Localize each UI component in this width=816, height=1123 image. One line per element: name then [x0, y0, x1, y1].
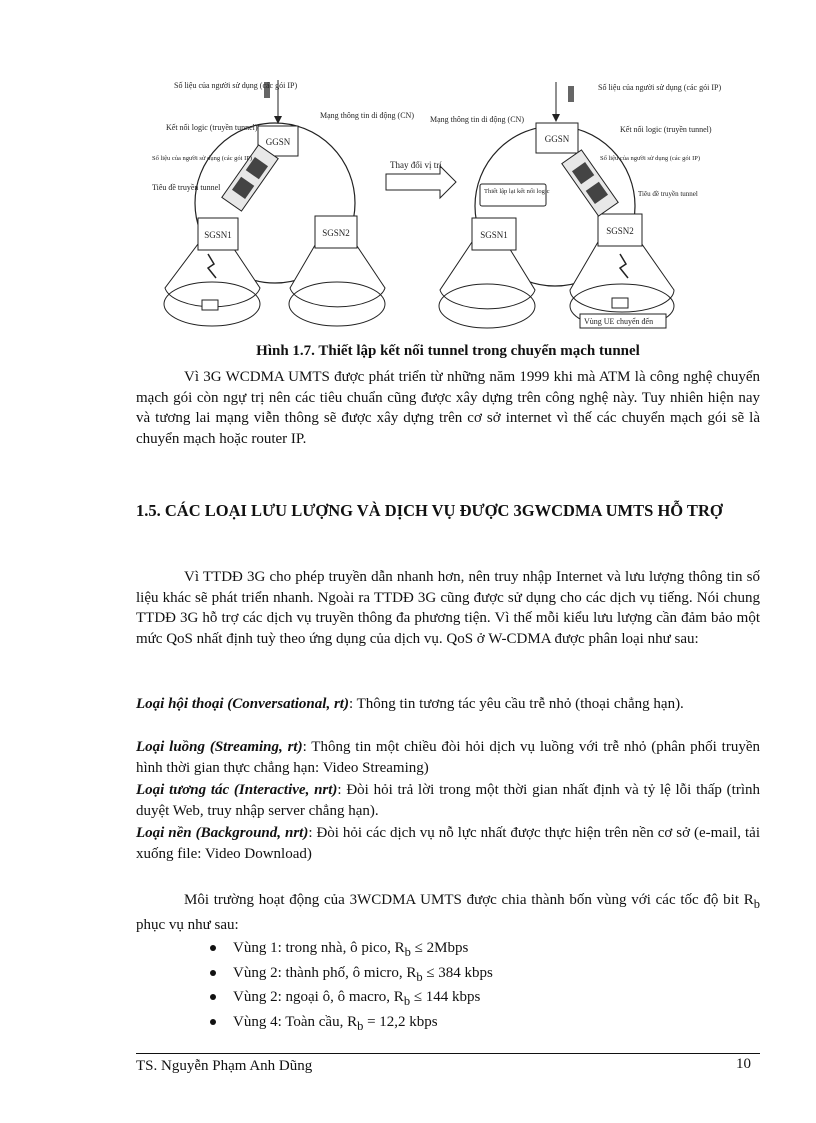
qos-desc: : Đòi hỏi các dịch vụ nỗ lực nhất được thực hiện trên nền cơ sở (e-mail, tải xuống file: Video Download)	[136, 825, 760, 862]
paragraph-qos-intro	[136, 567, 760, 649]
right-ggsn-label: GGSN	[544, 134, 570, 144]
right-diagram	[430, 82, 721, 328]
left-data-note: Số liệu của người sử dụng (các gói IP)	[174, 81, 298, 90]
bullet-icon	[210, 994, 216, 1000]
paragraph-zones-text-a: Môi trường hoạt động của 3WCDMA UMTS được chia thành bốn vùng với các tốc độ bit R	[184, 892, 754, 908]
bullet-icon	[210, 970, 216, 976]
right-ue-icon	[612, 298, 628, 308]
page-number: 10	[736, 1056, 751, 1072]
tunnel-diagram-svg	[150, 78, 722, 340]
list-item: Vùng 1: trong nhà, ô pico, $R_b$ ≤ 2Mbps	[208, 936, 768, 961]
qos-desc: : Thông tin tương tác yêu cầu trễ nhỏ (thoại chẳng hạn).	[348, 696, 684, 712]
paragraph-zones-text-b: phục vụ như sau:	[136, 916, 239, 933]
right-sgsn1-label: SGSN1	[480, 230, 508, 240]
arrow-label: Thay đổi vị trí	[390, 160, 442, 170]
section-heading: 1.5. CÁC LOẠI LƯU LƯỢNG VÀ DỊCH VỤ ĐƯỢC 3GWCDMA UMTS HỖ TRỢ	[136, 501, 723, 520]
list-item: Vùng 4: Toàn cầu, $R_b = 12,2$ kbps	[208, 1010, 768, 1035]
qos-desc: : Đòi hỏi trả lời trong một thời gian nhất định và tỷ lệ lỗi thấp (trình duyệt Web, truy nhập server chẳng hạn).	[136, 782, 760, 819]
left-network-label: Mạng thông tin di động (CN)	[320, 111, 414, 120]
qos-term: Loại luồng (Streaming, rt)	[136, 739, 303, 755]
left-diagram	[152, 80, 414, 326]
zone-list	[208, 936, 768, 1034]
right-data-note: Số liệu của người sử dụng (các gói IP)	[598, 83, 722, 92]
right-tunnel-logic: Kết nối logic (truyền tunnel)	[620, 125, 712, 134]
left-user-data: Số liệu của người sử dụng (các gói IP)	[152, 155, 253, 162]
list-item: Vùng 2: thành phố, ô micro, $R_b \le 384$ kbps	[208, 961, 768, 986]
right-network-label: Mạng thông tin di động (CN)	[430, 115, 524, 124]
paragraph-qos-intro-text: Vì TTDĐ 3G cho phép truyền dẫn nhanh hơn, nên truy nhập Internet và lưu lượng thông tin số liệu khác sẽ phát triển nhanh. Ngoài ra TTDĐ 3G cũng được sử dụng cho các dịch vụ tiếng. Nói chung TTDĐ 3G hỗ trợ các dịch vụ truyền thông đa phương tiện. Vì thế mỗi kiểu lưu lượng cần đảm bảo một mức QoS nhất định tuỳ theo ứng dụng của dịch vụ. QoS ở W-CDMA được phân loại như sau:	[136, 569, 760, 647]
left-sgsn1-label: SGSN1	[204, 230, 232, 240]
right-ue-zone: Vùng UE chuyển đến	[584, 317, 654, 326]
paragraph-zones	[136, 890, 760, 935]
right-reestablish: Thiết lập lại kết nối logic	[484, 188, 550, 195]
right-packet-icon	[568, 86, 574, 102]
left-ue-icon	[202, 300, 218, 310]
position-change-arrow	[386, 160, 456, 198]
qos-term: Loại tương tác (Interactive, nrt)	[136, 782, 338, 798]
left-tunnel-header: Tiêu đề truyền tunnel	[152, 183, 221, 192]
qos-desc: : Thông tin một chiều đòi hỏi dịch vụ luồng với trễ nhỏ (phân phối truyền hình thời gian thực chẳng hạn: Video Streaming)	[136, 739, 760, 776]
left-ggsn-label: GGSN	[265, 137, 291, 147]
footer-author: TS. Nguyễn Phạm Anh Dũng	[136, 1058, 313, 1074]
figure-caption: Hình 1.7. Thiết lập kết nối tunnel trong chuyển mạch tunnel	[256, 343, 640, 359]
paragraph-atm	[136, 367, 760, 449]
paragraph-atm-text: Vì 3G WCDMA UMTS được phát triển từ những năm 1999 khi mà ATM là công nghệ chuyển mạch gói còn ngự trị nên các tiêu chuẩn cũng được xây dựng trên công nghệ này. Tuy nhiên hiện nay và tương lai mạng viễn thông sẽ được xây dựng trên cơ sở internet vì thế các chuyển mạch gói sẽ là chuyển mạch hoặc router IP.	[136, 369, 760, 447]
qos-term: Loại hội thoại (Conversational, rt)	[136, 696, 349, 712]
bullet-icon	[210, 1019, 216, 1025]
right-user-data: Số liệu của người sử dụng (các gói IP)	[600, 155, 701, 162]
qos-item	[136, 694, 760, 715]
paragraph-zones-sub: b	[753, 897, 760, 911]
qos-item	[136, 823, 760, 865]
figure-tunnel-diagram	[150, 78, 722, 340]
qos-item	[136, 780, 760, 822]
right-sgsn2-label: SGSN2	[606, 226, 634, 236]
qos-term: Loại nền (Background, nrt)	[136, 825, 309, 841]
left-tunnel-logic: Kết nối logic (truyền tunnel)	[166, 123, 258, 132]
right-tunnel-header: Tiêu đề truyền tunnel	[638, 190, 698, 198]
list-item: Vùng 2: ngoại ô, ô macro, $R_b \le 144$ kbps	[208, 985, 768, 1010]
footer-divider	[136, 1053, 760, 1054]
qos-item	[136, 737, 760, 779]
left-sgsn2-label: SGSN2	[322, 228, 350, 238]
bullet-icon	[210, 945, 216, 951]
